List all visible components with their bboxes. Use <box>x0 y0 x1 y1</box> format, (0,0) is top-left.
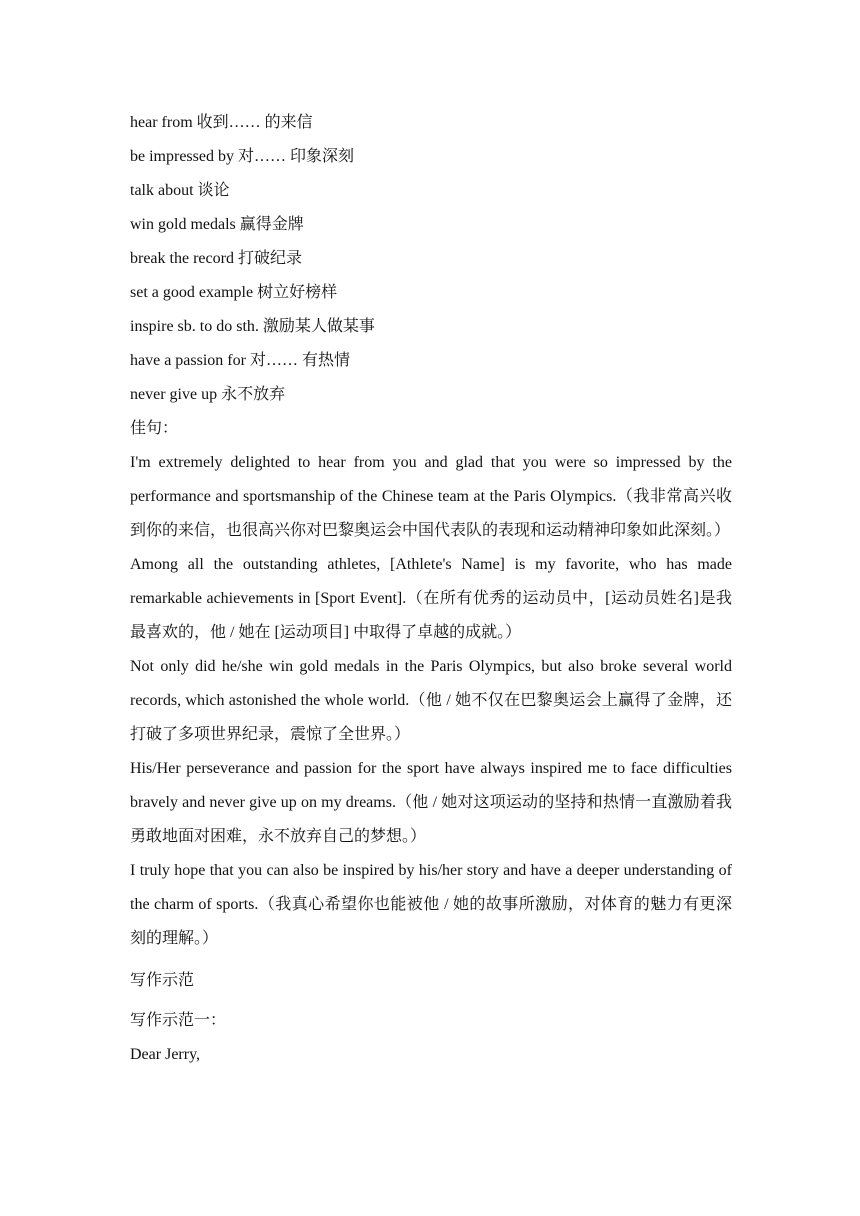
sentence-paragraph: His/Her perseverance and passion for the sport have always inspired me to face difficulties bravely and never give up on my dreams.（他 / 她对这项运动的坚持和热情一直激励着我勇敢地面对困难，永不放弃自己的梦想。） <box>130 760 732 845</box>
sentence-paragraph: Among all the outstanding athletes, [Athlete's Name] is my favorite, who has made remarkable achievements in [Sport Event].（在所有优秀的运动员中，[运动员姓名]是我最喜欢的，他 / 她在 [运动项目] 中取得了卓越的成就。） <box>130 556 732 641</box>
sentence-paragraph: I truly hope that you can also be inspired by his/her story and have a deeper understanding of the charm of sports.（我真心希望你也能被他 / 她的故事所激励，对体育的魅力有更深刻的理解。） <box>130 862 732 947</box>
phrase-list <box>130 106 732 412</box>
sentence-list <box>130 446 732 956</box>
spacer <box>130 956 732 964</box>
document-page <box>130 106 732 1072</box>
section-title: 写作示范 <box>130 972 195 989</box>
letter-salutation: Dear Jerry, <box>130 1046 201 1063</box>
phrase-item: never give up 永不放弃 <box>130 386 286 403</box>
phrase-item: inspire sb. to do sth. 激励某人做某事 <box>130 318 375 335</box>
phrase-item: have a passion for 对…… 有热情 <box>130 352 350 369</box>
phrase-item: be impressed by 对…… 印象深刻 <box>130 148 354 165</box>
phrase-item: break the record 打破纪录 <box>130 250 302 267</box>
example-title: 写作示范一： <box>130 1012 227 1029</box>
sentences-heading: 佳句： <box>130 420 179 437</box>
phrase-item: hear from 收到…… 的来信 <box>130 114 313 131</box>
phrase-item: set a good example 树立好榜样 <box>130 284 338 301</box>
phrase-item: talk about 谈论 <box>130 182 230 199</box>
sentence-paragraph: I'm extremely delighted to hear from you and glad that you were so impressed by the performance and sportsmanship of the Chinese team at the Paris Olympics.（我非常高兴收到你的来信，也很高兴你对巴黎奥运会中国代表队的表现和运动精神印象如此深刻。） <box>130 454 732 539</box>
phrase-item: win gold medals 赢得金牌 <box>130 216 304 233</box>
sentence-paragraph: Not only did he/she win gold medals in the Paris Olympics, but also broke several world records, which astonished the whole world.（他 / 她不仅在巴黎奥运会上赢得了金牌，还打破了多项世界纪录，震惊了全世界。） <box>130 658 732 743</box>
